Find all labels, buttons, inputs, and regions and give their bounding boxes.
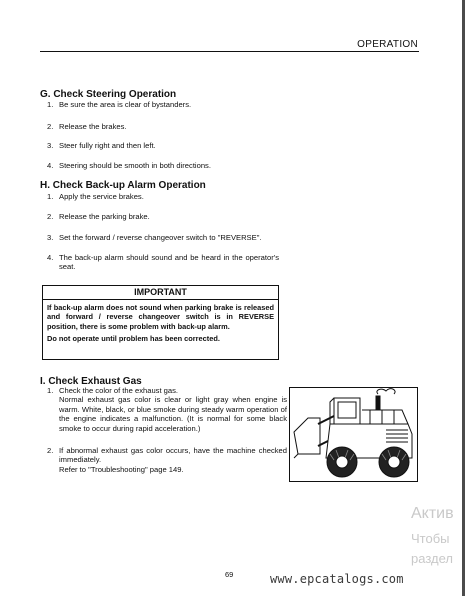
list-item bbox=[47, 253, 279, 272]
step-number: 4. bbox=[47, 161, 54, 170]
step-text: Set the forward / reverse changeover switch to "REVERSE". bbox=[59, 233, 262, 242]
activation-watermark-line: раздел bbox=[411, 551, 453, 566]
step-detail: Refer to "Troubleshooting" page 149. bbox=[59, 464, 184, 474]
important-warning: Do not operate until problem has been corrected. bbox=[47, 333, 220, 343]
step-number: 1. bbox=[47, 386, 54, 395]
list-item bbox=[47, 386, 287, 433]
list-item bbox=[47, 141, 279, 150]
running-header: OPERATION bbox=[357, 39, 418, 50]
wheel-loader-illustration-icon bbox=[289, 387, 418, 482]
wheel-loader-illustration-svg bbox=[290, 388, 417, 481]
list-item bbox=[47, 192, 279, 201]
list-item bbox=[47, 122, 279, 131]
important-body bbox=[43, 300, 278, 343]
step-number: 2. bbox=[47, 446, 54, 455]
list-item bbox=[47, 233, 279, 242]
activation-watermark-line: Чтобы bbox=[411, 531, 450, 546]
list-item bbox=[47, 212, 279, 221]
list-item bbox=[47, 100, 279, 109]
page-number: 69 bbox=[225, 570, 234, 579]
step-text: The back-up alarm should sound and be heard in the operator's seat. bbox=[59, 253, 279, 272]
step-detail: Normal exhaust gas color is clear or light gray when engine is warm. White, black, or blue smoke during steady warm operation of the engine indicates a malfunction. (It is normal for some black smoke to occur during rapid acceleration.) bbox=[59, 395, 287, 433]
list-item bbox=[47, 446, 287, 474]
step-text: Steer fully right and then left. bbox=[59, 141, 156, 150]
important-text: If back-up alarm does not sound when parking brake is released and forward / reverse changeover switch is in REVERSE position, there is some problem with back-up alarm. bbox=[47, 303, 274, 331]
activation-watermark-line: Актив bbox=[411, 505, 454, 522]
section-title-steering: G. Check Steering Operation bbox=[40, 89, 177, 100]
step-text: If abnormal exhaust gas color occurs, have the machine checked immediately. bbox=[59, 446, 287, 465]
step-number: 3. bbox=[47, 141, 54, 150]
section-title-backup-alarm: H. Check Back-up Alarm Operation bbox=[40, 180, 206, 191]
header-rule bbox=[40, 51, 419, 52]
list-item bbox=[47, 161, 279, 170]
step-text: Release the brakes. bbox=[59, 122, 127, 131]
step-number: 4. bbox=[47, 253, 54, 262]
step-number: 1. bbox=[47, 192, 54, 201]
watermark-url: www.epcatalogs.com bbox=[270, 572, 404, 586]
step-text: Release the parking brake. bbox=[59, 212, 150, 221]
step-number: 2. bbox=[47, 122, 54, 131]
step-text: Be sure the area is clear of bystanders. bbox=[59, 100, 192, 109]
section-title-exhaust-gas: I. Check Exhaust Gas bbox=[40, 376, 142, 387]
step-number: 3. bbox=[47, 233, 54, 242]
step-number: 1. bbox=[47, 100, 54, 109]
important-notice bbox=[42, 285, 279, 360]
step-text: Steering should be smooth in both directions. bbox=[59, 161, 211, 170]
important-title: IMPORTANT bbox=[43, 286, 278, 300]
step-text: Check the color of the exhaust gas. bbox=[59, 386, 179, 395]
step-number: 2. bbox=[47, 212, 54, 221]
step-text: Apply the service brakes. bbox=[59, 192, 144, 201]
